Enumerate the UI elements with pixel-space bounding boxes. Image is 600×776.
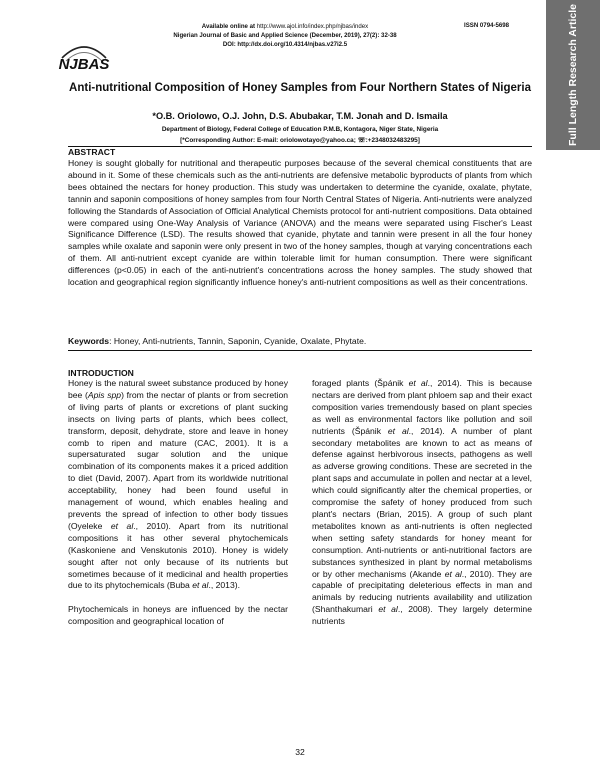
abstract-heading: ABSTRACT <box>68 147 116 157</box>
journal-citation: Nigerian Journal of Basic and Applied Science (December, 2019), 27(2): 32-38 <box>173 32 397 39</box>
availability-line <box>140 22 430 31</box>
journal-header <box>140 22 430 49</box>
corresponding-author: [*Corresponding Author: E-mail: oriolowotayo@yahoo.ca; ☏:+2348032483295] <box>180 137 420 144</box>
keywords-list: : Honey, Anti-nutrients, Tannin, Saponin, Cyanide, Oxalate, Phytate. <box>109 336 367 346</box>
introduction-heading: INTRODUCTION <box>68 368 134 378</box>
abstract-top-rule <box>68 146 532 147</box>
body-column-right <box>312 378 532 628</box>
journal-url[interactable]: http://www.ajol.info/index.php/njbas/index <box>256 23 369 30</box>
abstract-text: Honey is sought globally for nutritional and therapeutic purposes because of the several chemical constituents that are abound in it. Some of these chemicals such as the anti-nutrients are defensive metabolic byproducts of plants from which bees obtained the nectars for honey production. This study was undertaken to determine the cyanide, oxalate, phytate, tannin and saponin compositions of honey samples from four North Central States of Nigeria. Anti-nutrients were analyzed following the Standards of Association of Official Analytical Chemists protocol for anti-nutrient compositions. Data obtained were compared using One-Way Analysis of Variance (ANOVA) and the means were separated using Fischer's Least Significance Difference (LSD). The results showed that cyanide, phytate and tannin were present in all the four honey samples while oxalate and saponin were only present in two of the honey samples, though at varying concentrations each of them. All anti-nutrient except cyanide are within tolerable limit for human consumption. There were significant differences (p<0.05) in each of the anti-nutrient's concentrations across the honey samples. The study showed that location and geographical region significantly influence honey's anti-nutrient compositions as well as their concentrations. <box>68 158 532 288</box>
issn: ISSN 0794-5698 <box>464 22 510 29</box>
keywords-line <box>68 336 532 346</box>
doi-line[interactable]: DOI: http://dx.doi.org/10.4314/njbas.v27i2.5 <box>222 41 348 48</box>
author-list: *O.B. Oriolowo, O.J. John, D.S. Abubakar, T.M. Jonah and D. Ismaila <box>152 111 448 121</box>
paper-title: Anti-nutritional Composition of Honey Samples from Four Northern States of Nigeria <box>69 82 531 94</box>
article-type-label: Full Length Research Article <box>567 4 579 146</box>
logo-text: NJBAS <box>58 56 110 72</box>
keywords-label: Keywords <box>68 336 110 346</box>
intro-paragraph-1: Honey is the natural sweet substance produced by honey bee (Apis spp) from the nectar of plants or from secretion of living parts of plants or excretions of plant sucking insects on living parts of plants, which bees collect, transform, deposit, dehydrate, store and leave in honey comb to ripen and mature (CAC, 2001). It is a supersaturated sugar solution and the unique combination of its components makes it a priced addition to diet (David, 2007). Apart from its worldwide nutritional acceptability, honey had been found useful in management of wound, which enables healing and prevents the spread of infection to other body tissues (Oyeleke et al., 2010). Apart from its nutritional compositions it has other several phytochemicals (Kaskoniene and Venskutonis 2010). Honey is widely sought after not only because of its nutrients but sometimes because of it medicinal and health properties due to its phytochemicals (Buba et al., 2013). <box>68 378 288 591</box>
available-label: Available online at <box>201 23 256 30</box>
intro-paragraph-2-cont: foraged plants (Špánik et al., 2014). This is because nectars are derived from plant phloem sap and their exact composition varies tremendously based on plant species as well as environmental factors like pollution and soil nutrients (Špánik et al., 2014). A number of plant secondary metabolites are known to act as means of defense against herbivorous insects, pathogens as well as adverse growing conditions. These are secreted in the plant saps and accumulate in pollen and nectar at a level, which could significantly alter the chemical properties, or compromise the safety of honey produced from such plant's nectars (Brian, 2015). A group of such plant metabolites known as anti-nutrients is often neglected when setting safety standards for honey meant for consumption. Anti-nutrients or anti-nutritional factors are substances synthesized in plant by normal metabolisms or by other mechanisms (Akande et al., 2010). They are capable of precipitating deleterious effects in man and animals by reducing nutrients availability and utilization (Shanthakumari et al., 2008). They largely determine nutrients <box>312 378 532 627</box>
body-column-left <box>68 378 288 628</box>
intro-paragraph-2: Phytochemicals in honeys are influenced by the nectar composition and geographical location of <box>68 604 288 627</box>
journal-logo <box>58 36 110 72</box>
abstract-bottom-rule <box>68 350 532 351</box>
page-number: 32 <box>295 747 305 757</box>
article-type-tab <box>546 0 600 150</box>
affiliation: Department of Biology, Federal College of Education P.M.B, Kontagora, Niger State, Nigeria <box>161 126 439 133</box>
